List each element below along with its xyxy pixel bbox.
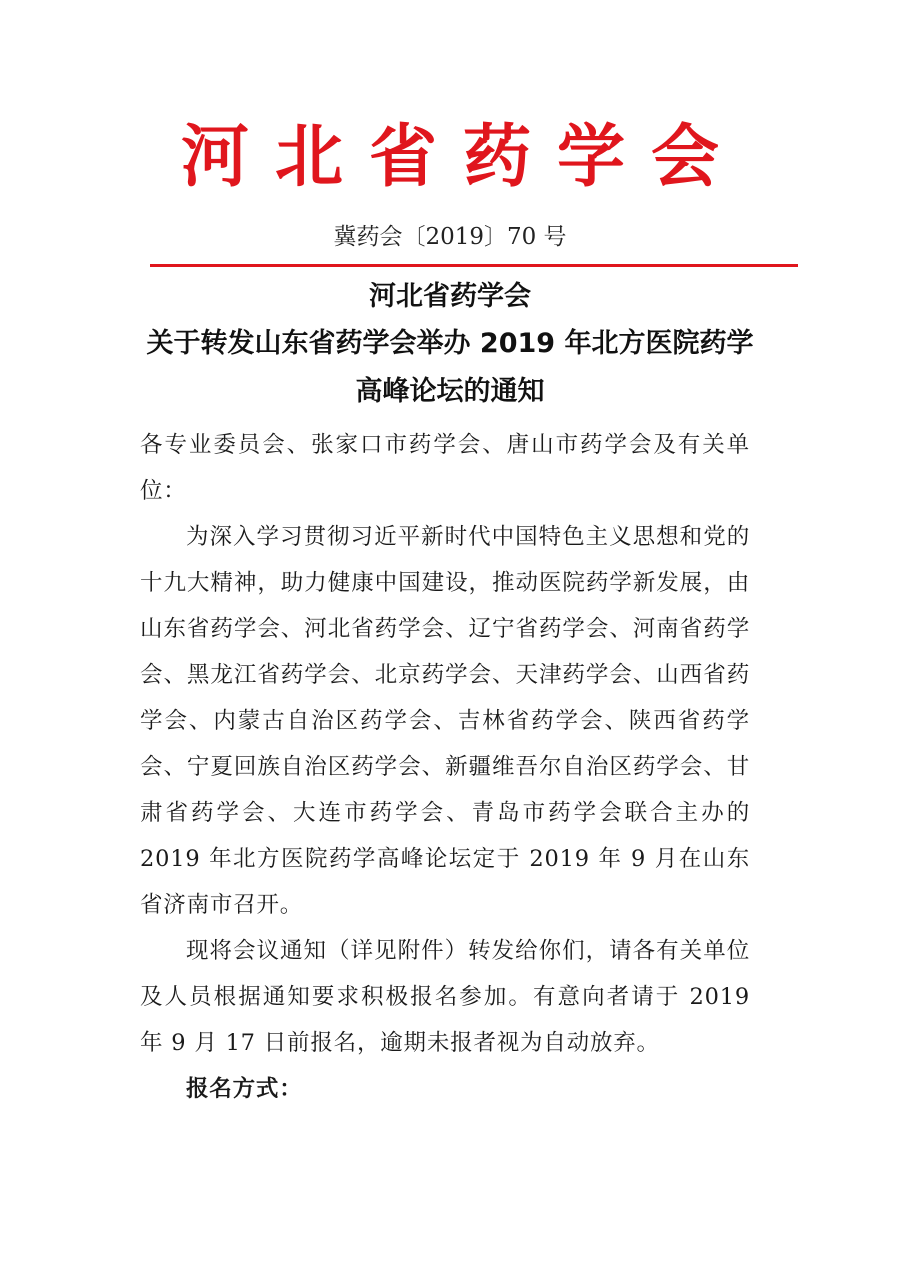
title-line-3: 高峰论坛的通知	[355, 376, 545, 407]
title-line-1: 河北省药学会	[369, 281, 531, 312]
body-paragraph-1: 为深入学习贯彻习近平新时代中国特色主义思想和党的十九大精神，助力健康中国建设，推动医院药学新发展，由山东省药学会、河北省药学会、辽宁省药学会、河南省药学会、黑龙江省药学会、北京药学会、天津药学会、山西省药学会、内蒙古自治区药学会、吉林省药学会、陕西省药学会、宁夏回族自治区药学会、新疆维吾尔自治区药学会、甘肃省药学会、大连市药学会、青岛市药学会联合主办的 2019 年北方医院药学高峰论坛定于 2019 年 9 月在山东省济南市召开。	[140, 524, 750, 918]
body-paragraph-2: 现将会议通知（详见附件）转发给你们，请各有关单位及人员根据通知要求积极报名参加。有意向者请于 2019 年 9 月 17 日前报名，逾期未报者视为自动放弃。	[140, 938, 750, 1056]
red-divider-line	[150, 264, 798, 267]
document-body	[140, 422, 750, 1112]
title-line-2: 关于转发山东省药学会举办 2019 年北方医院药学	[146, 328, 754, 359]
salutation: 各专业委员会、张家口市药学会、唐山市药学会及有关单位：	[140, 432, 750, 504]
registration-heading: 报名方式：	[186, 1076, 303, 1102]
document-number: 冀药会〔2019〕70 号	[333, 224, 567, 250]
organization-masthead: 河北省药学会	[180, 118, 745, 197]
